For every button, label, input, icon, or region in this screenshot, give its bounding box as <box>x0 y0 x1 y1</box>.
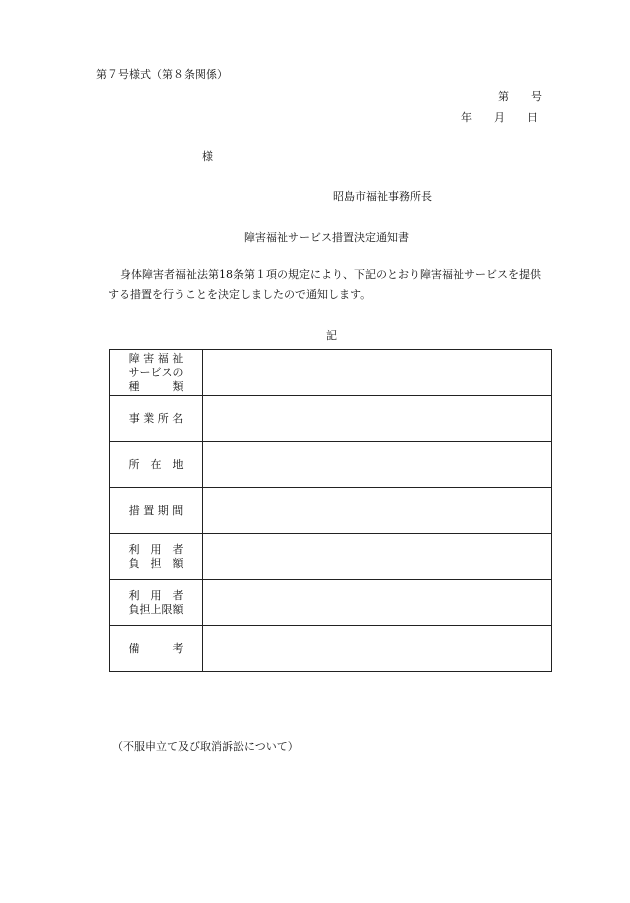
row-label-line: 負担上限額 <box>128 602 184 616</box>
row-label-line: 備 考 <box>128 641 184 655</box>
notice-body <box>108 265 568 305</box>
ki-heading: 記 <box>326 329 337 342</box>
row-label-line: 利 用 者 <box>128 542 184 556</box>
row-label-line: サービスの <box>128 365 184 379</box>
row-label <box>110 442 203 488</box>
table-row <box>110 580 552 626</box>
document-title: 障害福祉サービス措置決定通知書 <box>244 231 409 244</box>
date-field: 年 月 日 <box>461 111 538 124</box>
row-label <box>110 580 203 626</box>
row-label <box>110 396 203 442</box>
row-value[interactable] <box>203 534 552 580</box>
notice-body-line-1: 身体障害者福祉法第18条第１項の規定により、下記のとおり障害福祉サービスを提供 <box>120 268 541 281</box>
row-label-line: 利 用 者 <box>128 588 184 602</box>
row-label-line: 措 置 期 間 <box>128 503 184 517</box>
table-row <box>110 488 552 534</box>
row-label-line: 種 類 <box>128 379 184 393</box>
row-value[interactable] <box>203 442 552 488</box>
row-value[interactable] <box>203 626 552 672</box>
row-label <box>110 488 203 534</box>
row-value[interactable] <box>203 488 552 534</box>
document-number-field: 第 号 <box>498 90 542 103</box>
row-label-line: 事 業 所 名 <box>128 411 184 425</box>
table-row <box>110 350 552 396</box>
row-label <box>110 534 203 580</box>
objection-note: （不服申立て及び取消訴訟について） <box>112 740 299 753</box>
row-value[interactable] <box>203 396 552 442</box>
row-label <box>110 350 203 396</box>
details-table <box>109 349 552 672</box>
table-row <box>110 626 552 672</box>
table-row <box>110 442 552 488</box>
form-number: 第７号様式（第８条関係） <box>96 68 228 81</box>
table-row <box>110 396 552 442</box>
row-label <box>110 626 203 672</box>
notice-body-line-2: する措置を行うことを決定しましたので通知します。 <box>108 288 372 301</box>
row-value[interactable] <box>203 350 552 396</box>
row-value[interactable] <box>203 580 552 626</box>
row-label-line: 負 担 額 <box>128 556 184 570</box>
issuer-name: 昭島市福祉事務所長 <box>333 190 432 203</box>
row-label-line: 所 在 地 <box>128 457 184 471</box>
table-row <box>110 534 552 580</box>
row-label-line: 障 害 福 祉 <box>128 351 184 365</box>
addressee-honorific: 様 <box>202 150 213 163</box>
